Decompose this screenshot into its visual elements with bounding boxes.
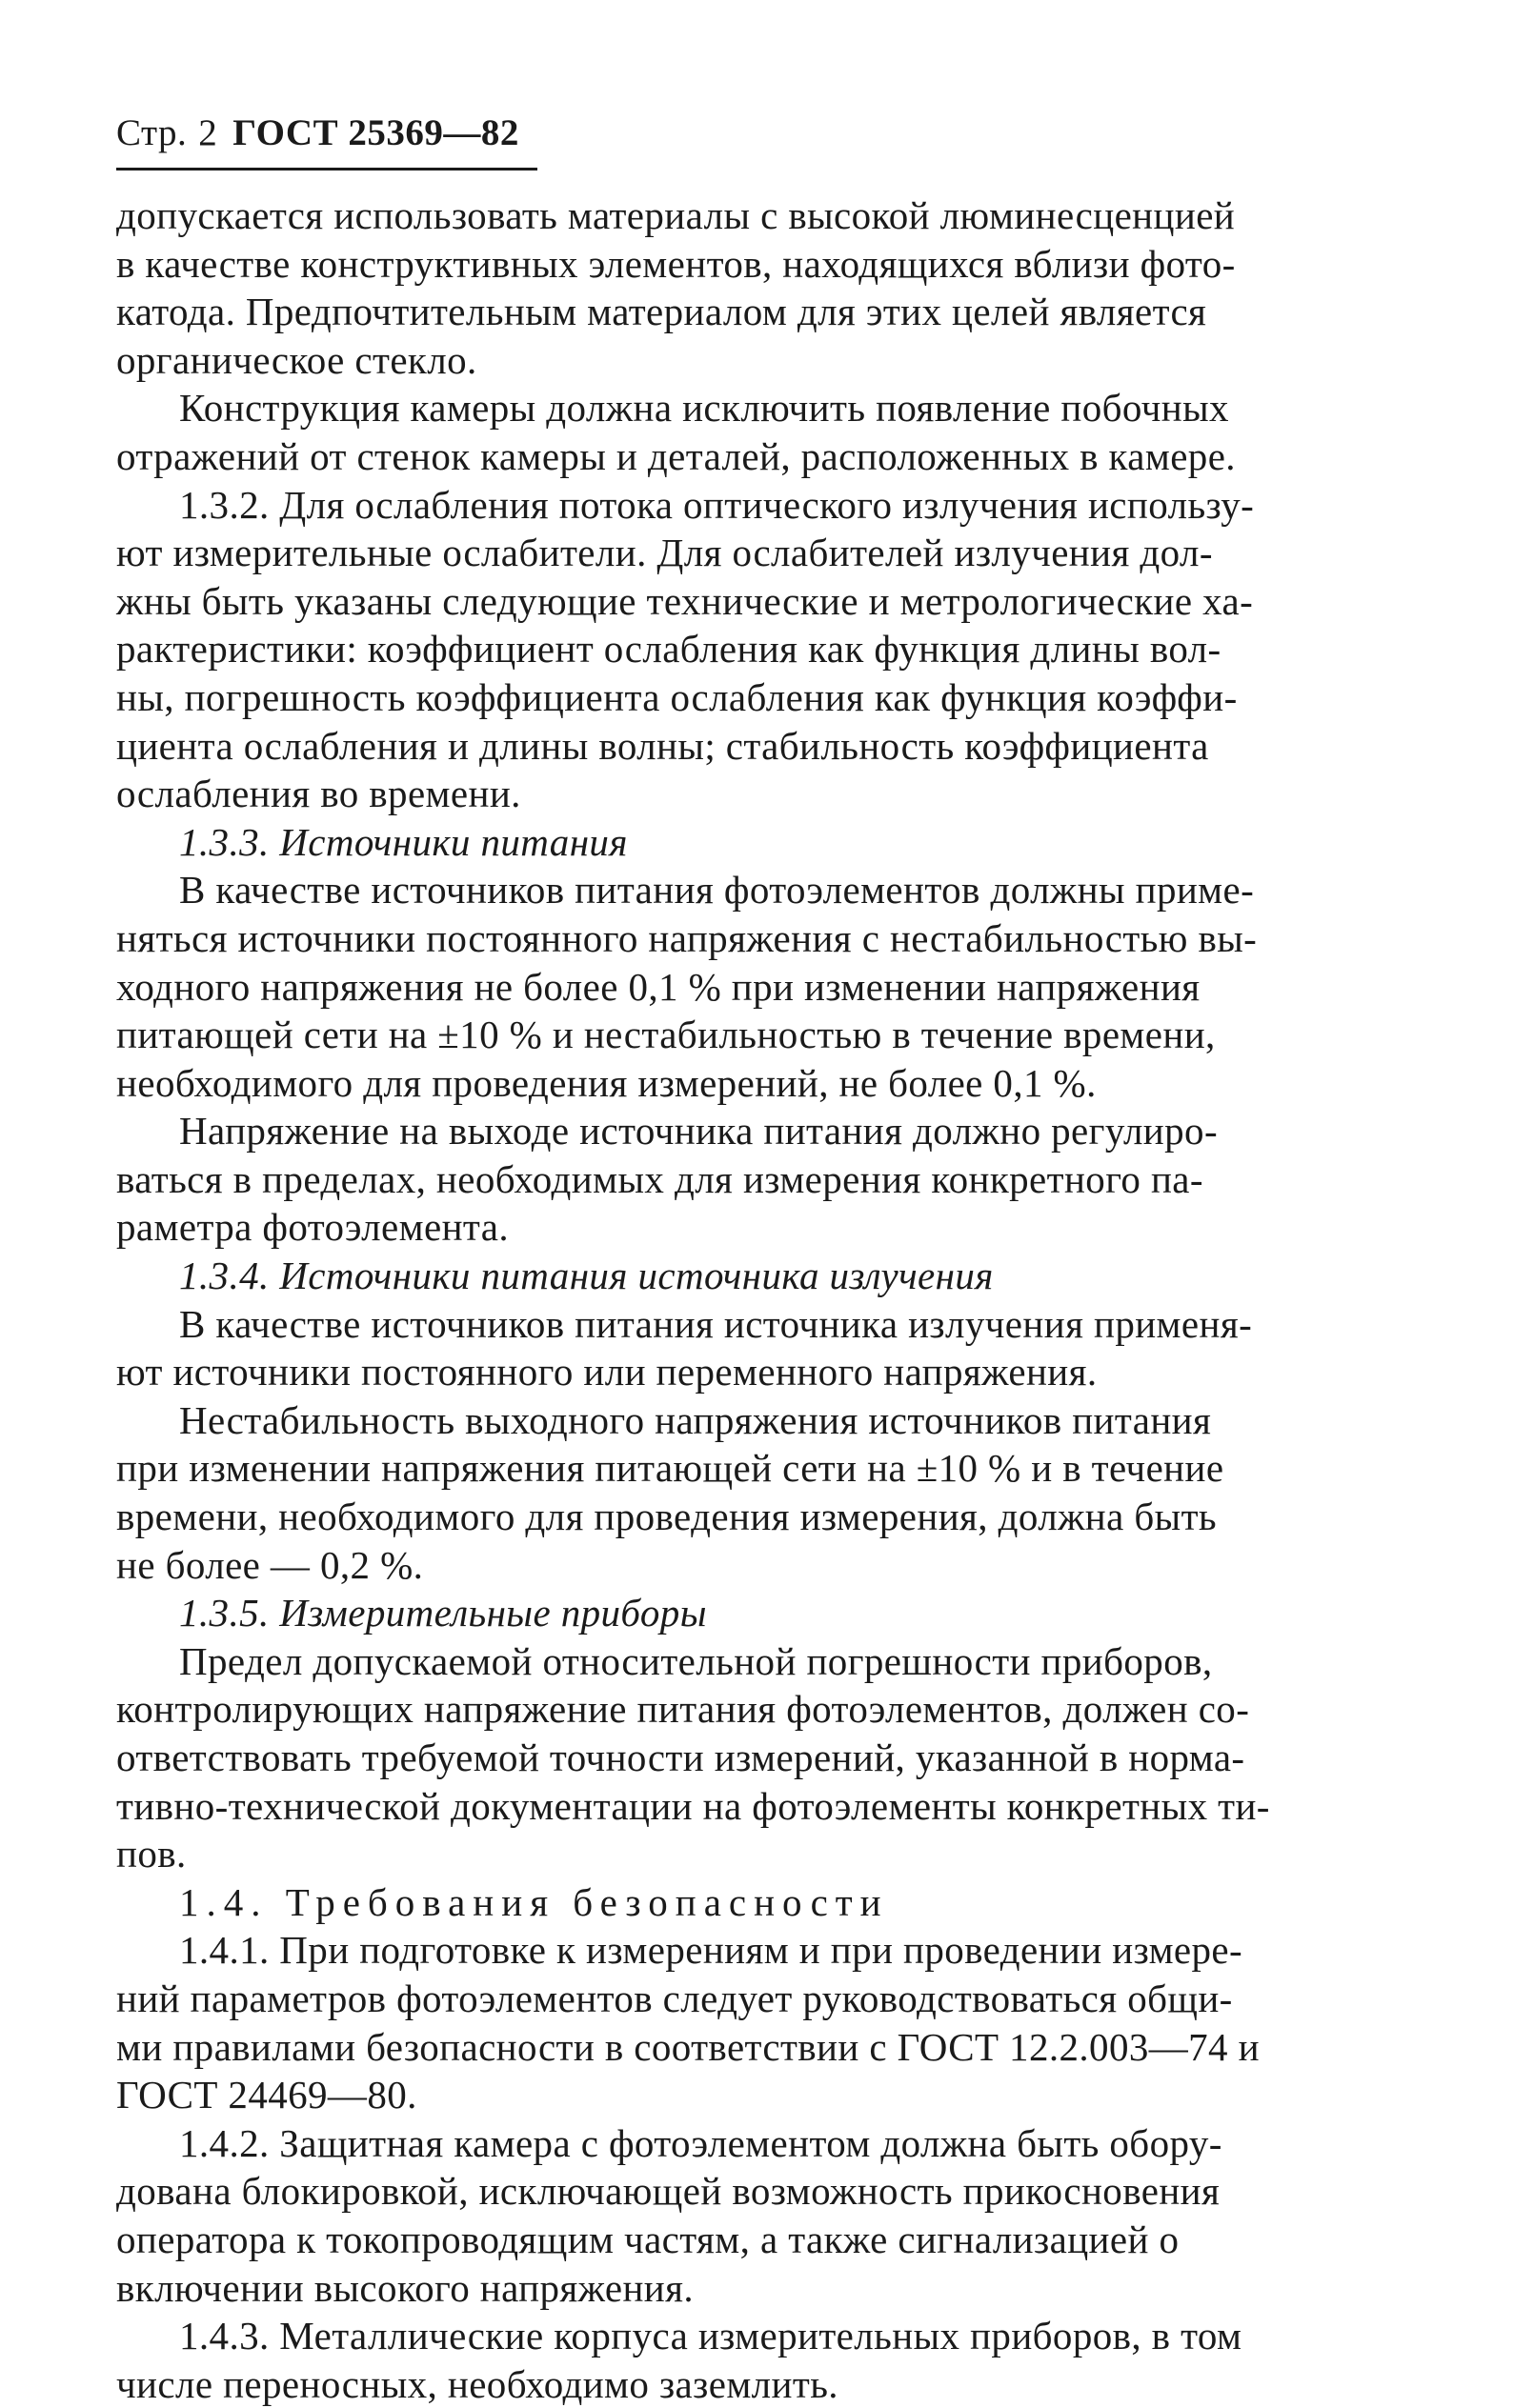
text-line: пов. — [116, 1832, 187, 1876]
standard-number: ГОСТ 25369—82 — [232, 112, 519, 153]
text-line: Напряжение на выходе источника питания должно регулиро- — [179, 1109, 1219, 1154]
text-line: циента ослабления и длины волны; стабильность коэффициента — [116, 723, 1209, 768]
text-line: катода. Предпочтительным материалом для этих целей является — [116, 290, 1207, 334]
text-line: Конструкция камеры должна исключить появление побочных — [179, 386, 1229, 431]
text-line: В качестве источников питания источника излучения применя- — [179, 1301, 1253, 1346]
text-line: ГОСТ 24469—80. — [116, 2073, 417, 2117]
text-line: при изменении напряжения питающей сети на ±10 % и в течение — [116, 1446, 1224, 1491]
text-line: Предел допускаемой относительной погрешности приборов, — [179, 1638, 1213, 1683]
text-line: контролирующих напряжение питания фотоэлементов, должен со- — [116, 1687, 1250, 1732]
section-heading-1-3-5: 1.3.5. Измерительные приборы — [179, 1591, 707, 1635]
text-line: ослабления во времени. — [116, 772, 521, 816]
text-line: ют источники постоянного или переменного напряжения. — [116, 1350, 1098, 1395]
page-prefix: Стр. — [116, 112, 188, 153]
text-line: дована блокировкой, исключающей возможность прикосновения — [116, 2169, 1221, 2214]
text-line: числе переносных, необходимо заземлить. — [116, 2361, 838, 2406]
text-line: тивно-технической документации на фотоэлементы конкретных ти- — [116, 1783, 1270, 1828]
page-header — [116, 112, 537, 171]
section-1-4-3: 1.4.3. Металлические корпуса измерительных приборов, в том — [179, 2314, 1242, 2358]
text-line: не более — 0,2 %. — [116, 1542, 424, 1587]
text-line: ны, погрешность коэффициента ослабления как функция коэффи- — [116, 674, 1238, 719]
text-line: ний параметров фотоэлементов следует руководствоваться общи- — [116, 1976, 1233, 2020]
text-line: питающей сети на ±10 % и нестабильностью в течение времени, — [116, 1013, 1216, 1057]
text-line: ваться в пределах, необходимых для измерения конкретного па- — [116, 1156, 1203, 1201]
document-page — [116, 112, 1450, 2408]
text-line: ми правилами безопасности в соответствии с ГОСТ 12.2.003—74 и — [116, 2024, 1260, 2069]
text-line: необходимого для проведения измерений, не более 0,1 %. — [116, 1060, 1097, 1105]
text-line: В качестве источников питания фотоэлементов должны приме- — [179, 868, 1255, 913]
section-1-4-1: 1.4.1. При подготовке к измерениям и при проведении измере- — [179, 1928, 1243, 1973]
section-heading-1-4: 1.4. Требования безопасности — [179, 1879, 889, 1924]
section-heading-1-3-4: 1.3.4. Источники питания источника излучения — [179, 1254, 994, 1298]
text-line: ответствовать требуемой точности измерений, указанной в норма- — [116, 1736, 1245, 1779]
text-line: няться источники постоянного напряжения с нестабильностью вы- — [116, 915, 1258, 960]
document-body — [116, 191, 1450, 2408]
section-1-4-2: 1.4.2. Защитная камера с фотоэлементом должна быть обору- — [179, 2120, 1222, 2165]
text-line: включении высокого напряжения. — [116, 2265, 695, 2310]
text-line: времени, необходимого для проведения измерения, должна быть — [116, 1495, 1218, 1539]
text-line: ют измерительные ослабители. Для ослабителей излучения дол- — [116, 531, 1213, 575]
text-line: рактеристики: коэффициент ослабления как функция длины вол- — [116, 627, 1221, 672]
text-line: органическое стекло. — [116, 337, 477, 382]
section-heading-1-3-3: 1.3.3. Источники питания — [179, 819, 628, 864]
text-line: Нестабильность выходного напряжения источников питания — [179, 1397, 1212, 1442]
text-line: ходного напряжения не более 0,1 % при изменении напряжения — [116, 964, 1201, 1009]
text-line: оператора к токопроводящим частям, а также сигнализацией о — [116, 2217, 1180, 2261]
text-line: отражений от стенок камеры и деталей, расположенных в камере. — [116, 433, 1236, 478]
text-line: раметра фотоэлемента. — [116, 1205, 509, 1250]
text-line: допускается использовать материалы с высокой люминесценцией — [116, 193, 1236, 237]
text-line: жны быть указаны следующие технические и метрологические ха- — [116, 578, 1254, 623]
text-line: в качестве конструктивных элементов, находящихся вблизи фото- — [116, 241, 1236, 286]
section-1-3-2: 1.3.2. Для ослабления потока оптического излучения использу- — [179, 482, 1255, 527]
page-number: 2 — [198, 112, 218, 153]
